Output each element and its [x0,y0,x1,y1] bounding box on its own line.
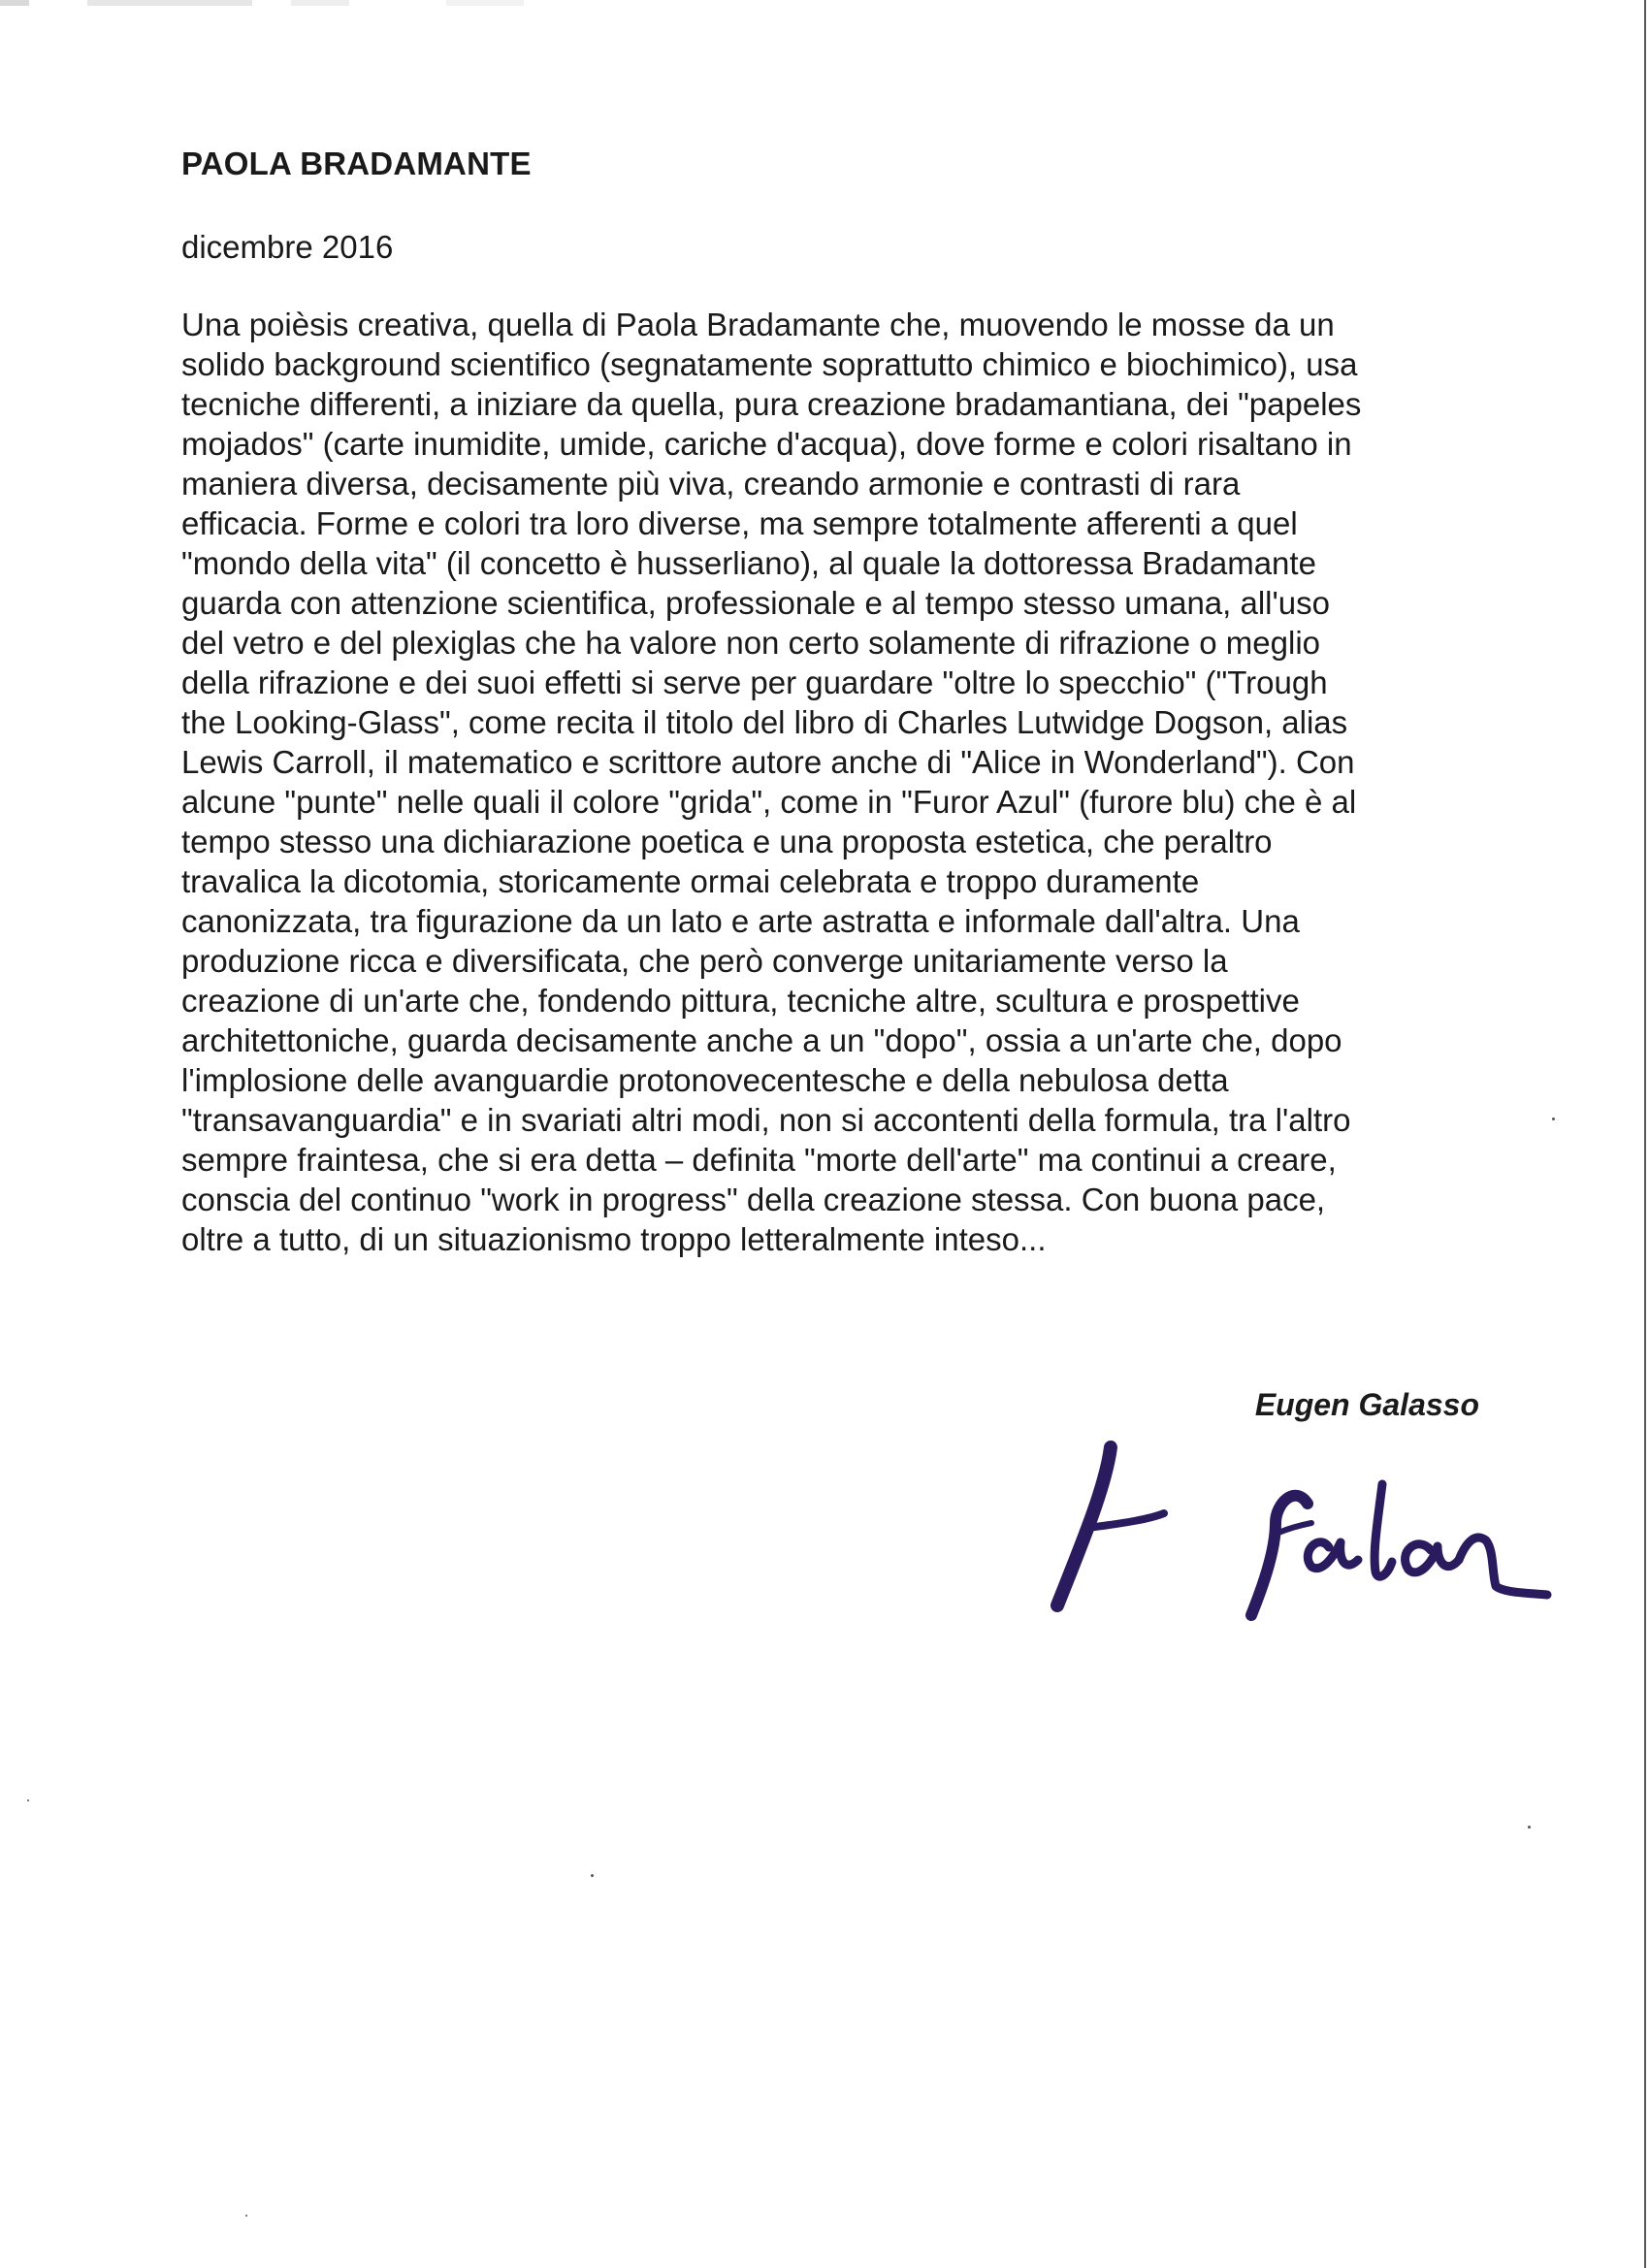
body-line: creazione di un'arte che, fondendo pittura, tecniche altre, scultura e prospettive [181,983,1300,1019]
document-date: dicembre 2016 [181,229,394,265]
scan-speck [245,2215,247,2217]
body-line: canonizzata, tra figurazione da un lato e arte astratta e informale dall'altra. Una [181,903,1300,939]
body-line: travalica la dicotomia, storicamente ormai celebrata e troppo duramente [181,863,1200,899]
body-line: the Looking-Glass", come recita il titolo del libro di Charles Lutwidge Dogson, alias [181,704,1348,740]
body-line: Una poièsis creativa, quella di Paola Bradamante che, muovendo le mosse da un [181,307,1335,342]
body-line: maniera diversa, decisamente più viva, creando armonie e contrasti di rara [181,466,1241,502]
scan-speck [591,1874,594,1877]
body-line: architettoniche, guarda decisamente anche a un "dopo", ossia a un'arte che, dopo [181,1022,1342,1058]
body-line: guarda con attenzione scientifica, professionale e al tempo stesso umana, all'uso [181,585,1331,621]
body-line: della rifrazione e dei suoi effetti si serve per guardare "oltre lo specchio" ("Trough [181,664,1328,700]
body-line: alcune "punte" nelle quali il colore "grida", come in "Furor Azul" (furore blu) che è al [181,784,1357,820]
body-line: oltre a tutto, di un situazionismo troppo letteralmente inteso... [181,1221,1047,1257]
body-line: tempo stesso una dichiarazione poetica e una proposta estetica, che peraltro [181,824,1273,859]
body-line: tecniche differenti, a iniziare da quella, pura creazione bradamantiana, dei "papeles [181,386,1362,422]
scan-artifact-top [0,0,524,6]
body-line: sempre fraintesa, che si era detta – definita "morte dell'arte" ma continui a creare, [181,1142,1337,1178]
body-line: produzione ricca e diversificata, che però converge unitariamente verso la [181,943,1228,979]
scan-speck [1528,1826,1531,1829]
handwritten-signature [999,1426,1552,1669]
document-title: PAOLA BRADAMANTE [181,146,532,181]
scan-speck [1552,1118,1555,1120]
body-line: del vetro e del plexiglas che ha valore non certo solamente di rifrazione o meglio [181,625,1320,661]
scan-speck [27,1799,29,1801]
body-line: efficacia. Forme e colori tra loro diverse, ma sempre totalmente afferenti a quel [181,505,1298,541]
author-name: Eugen Galasso [1254,1387,1479,1422]
scan-edge-line [1644,0,1646,2268]
body-line: "transavanguardia" e in svariati altri modi, non si accontenti della formula, tra l'altro [181,1102,1351,1138]
body-line: solido background scientifico (segnatamente soprattutto chimico e biochimico), usa [181,346,1358,382]
body-line: l'implosione delle avanguardie protonovecentesche e della nebulosa detta [181,1062,1229,1098]
body-line: Lewis Carroll, il matematico e scrittore autore anche di "Alice in Wonderland"). Con [181,744,1355,780]
body-paragraph [181,305,1476,1259]
body-line: "mondo della vita" (il concetto è husserliano), al quale la dottoressa Bradamante [181,545,1316,581]
body-line: conscia del continuo "work in progress" della creazione stessa. Con buona pace, [181,1182,1326,1217]
body-line: mojados" (carte inumidite, umide, cariche d'acqua), dove forme e colori risaltano in [181,426,1352,462]
